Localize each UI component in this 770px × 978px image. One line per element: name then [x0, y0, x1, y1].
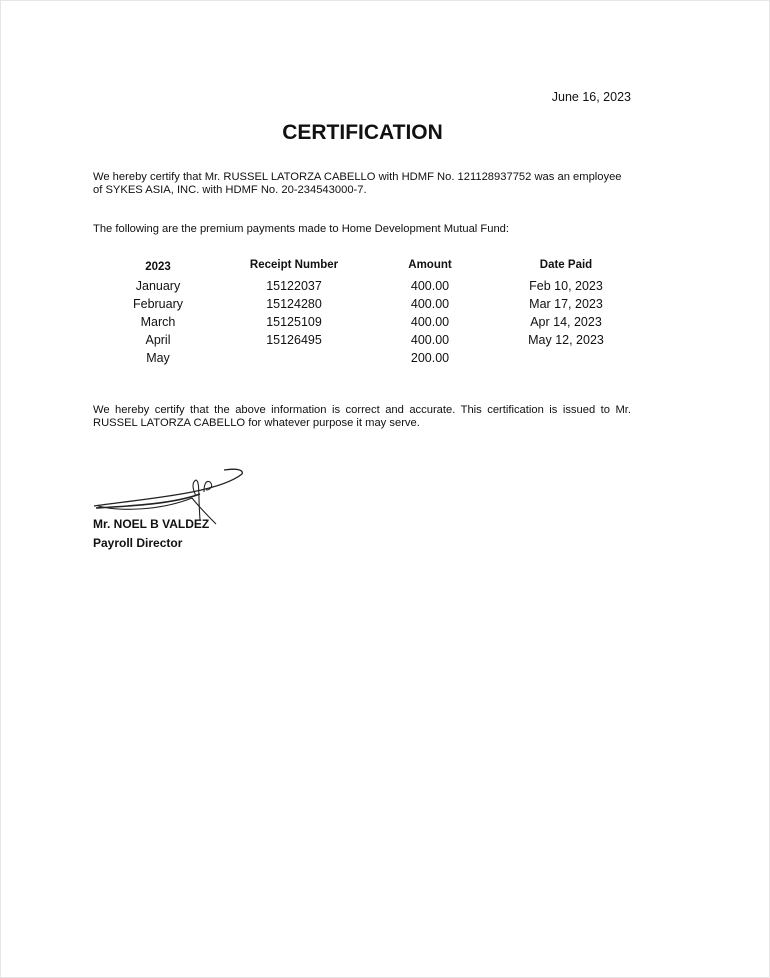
year-header: 2023	[145, 261, 171, 273]
month-cell: May	[146, 351, 170, 365]
document-title: CERTIFICATION	[282, 121, 443, 144]
month-cell: March	[140, 315, 176, 329]
receipt-number-cell: 15124280	[266, 297, 322, 311]
month-cell: April	[145, 333, 171, 347]
date-paid-cell: Feb 10, 2023	[529, 279, 603, 293]
amount-header: Amount	[408, 259, 452, 271]
receipt-number-cell: 15122037	[266, 279, 322, 293]
payments-intro: The following are the premium payments made to Home Development Mutual Fund:	[93, 223, 510, 235]
amount-cell: 200.00	[410, 351, 450, 365]
date-paid-cell: Mar 17, 2023	[529, 297, 603, 311]
amount-cell: 400.00	[410, 297, 450, 311]
receipt-number-header: Receipt Number	[249, 259, 339, 271]
amount-cell: 400.00	[410, 333, 450, 347]
date-paid-cell: May 12, 2023	[528, 333, 604, 347]
amount-cell: 400.00	[410, 315, 450, 329]
date-paid-cell: Apr 14, 2023	[530, 315, 602, 329]
date-paid-header: Date Paid	[539, 259, 593, 271]
receipt-number-cell: 15125109	[266, 315, 322, 329]
month-cell: February	[132, 297, 184, 311]
month-cell: January	[135, 279, 181, 293]
closing-paragraph: We hereby certify that the above information is correct and accurate. This certification is issued to Mr. RUSSEL LATORZA CABELLO for whatever purpose it may serve.	[93, 404, 631, 429]
signatory-name: Mr. NOEL B VALDEZ	[93, 517, 210, 531]
receipt-number-cell: 15126495	[266, 333, 322, 347]
amount-cell: 400.00	[410, 279, 450, 293]
signatory-title: Payroll Director	[93, 536, 183, 550]
certification-paragraph: We hereby certify that Mr. RUSSEL LATORZA CABELLO with HDMF No. 121128937752 was an employee of SYKES ASIA, INC. with HDMF No. 20-234543000-7.	[93, 171, 622, 196]
document-date: June 16, 2023	[551, 90, 631, 104]
